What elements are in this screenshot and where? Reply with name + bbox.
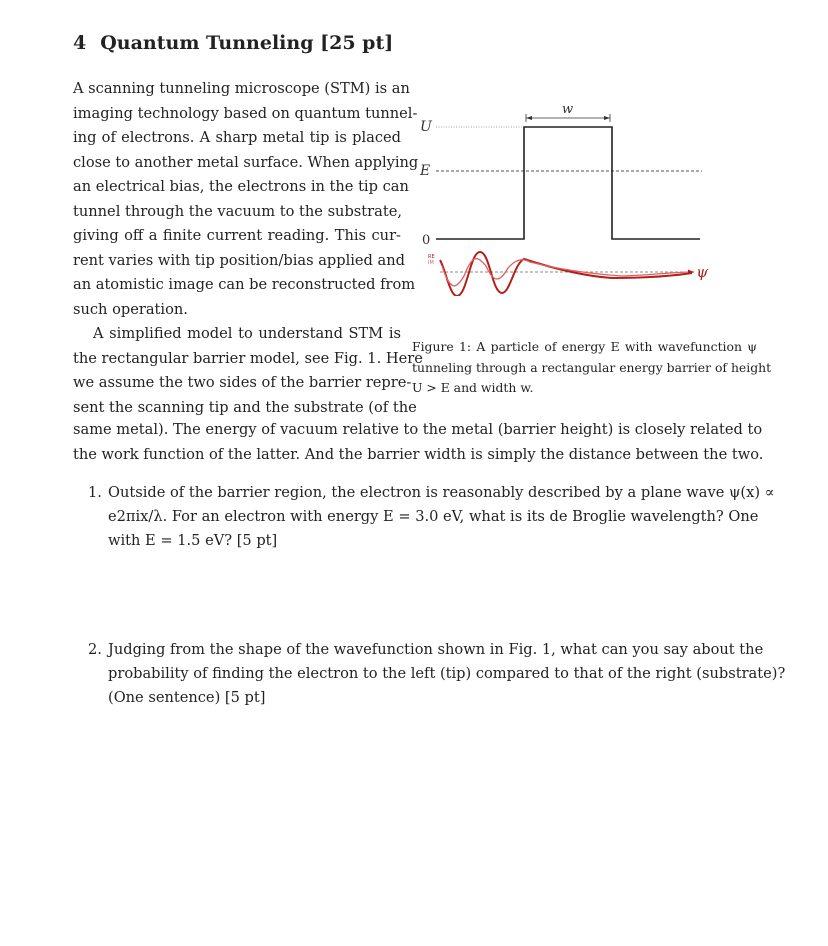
para2-line: the rectangular barrier model, see Fig. 1. Here [73,349,423,367]
question-line: Judging from the shape of the wavefunction shown in Fig. 1, what can you say about the [108,641,764,658]
section-heading [73,32,393,54]
intro-full-width [73,418,764,467]
full-line: same metal). The energy of vacuum relative to the metal (barrier height) is closely related to [73,421,763,438]
intro-line: an electrical bias, the electrons in the tip can [73,178,409,195]
barrier-potential [436,127,700,239]
intro-line: an atomistic image can be reconstructed from [73,276,416,293]
legend-im: IM [428,260,434,266]
legend-re: RE [428,254,435,260]
caption-line: tunneling through a rectangular energy barrier of height [412,359,772,375]
intro-line: tunnel through the vacuum to the substrate, [73,202,402,220]
question-1 [88,481,775,553]
label-U: U [420,119,432,135]
intro-line: A scanning tunneling microscope (STM) is an [73,80,410,97]
question-line: probability of finding the electron to the left (tip) compared to that of the right (substrate)? [108,665,786,682]
para2-line: A simplified model to understand STM is [93,325,401,342]
question-line: Outside of the barrier region, the electron is reasonably described by a plane wave ψ(x) ∝ [108,484,775,501]
width-arrow-head-right [604,116,610,120]
section-number: 4 [73,32,87,54]
question-number: 1. [88,484,102,501]
label-psi: ψ [696,263,708,281]
intro-line: rent varies with tip position/bias applied and [73,251,405,269]
barrier-figure [412,96,712,296]
intro-column [73,77,423,420]
label-E: E [420,163,431,179]
question-number: 2. [88,641,102,658]
section-title: Quantum Tunneling [25 pt] [100,32,394,54]
intro-line: close to another metal surface. When applying [73,153,419,171]
question-line: with E = 1.5 eV? [5 pt] [108,532,278,549]
intro-line: giving off a finite current reading. This cur- [73,227,401,244]
full-line: the work function of the latter. And the barrier width is simply the distance between the two. [73,445,764,463]
question-line: e2πix/λ. For an electron with energy E = 3.0 eV, what is its de Broglie wavelength? One [108,508,759,525]
caption-line: U > E and width w. [412,380,534,395]
intro-line: such operation. [73,300,188,318]
figure-caption [412,337,772,399]
label-zero: 0 [422,233,431,248]
caption-line: Figure 1: A particle of energy E with wavefunction ψ [412,339,757,354]
label-w: w [562,102,574,117]
question-line: (One sentence) [5 pt] [108,689,266,706]
width-arrow-head-left [526,116,532,120]
para2-line: sent the scanning tip and the substrate (of the [73,398,417,416]
question-2 [88,638,786,710]
intro-line: ing of electrons. A sharp metal tip is placed [73,129,401,146]
para2-line: we assume the two sides of the barrier repre- [73,374,412,391]
intro-line: imaging technology based on quantum tunnel- [73,104,418,122]
